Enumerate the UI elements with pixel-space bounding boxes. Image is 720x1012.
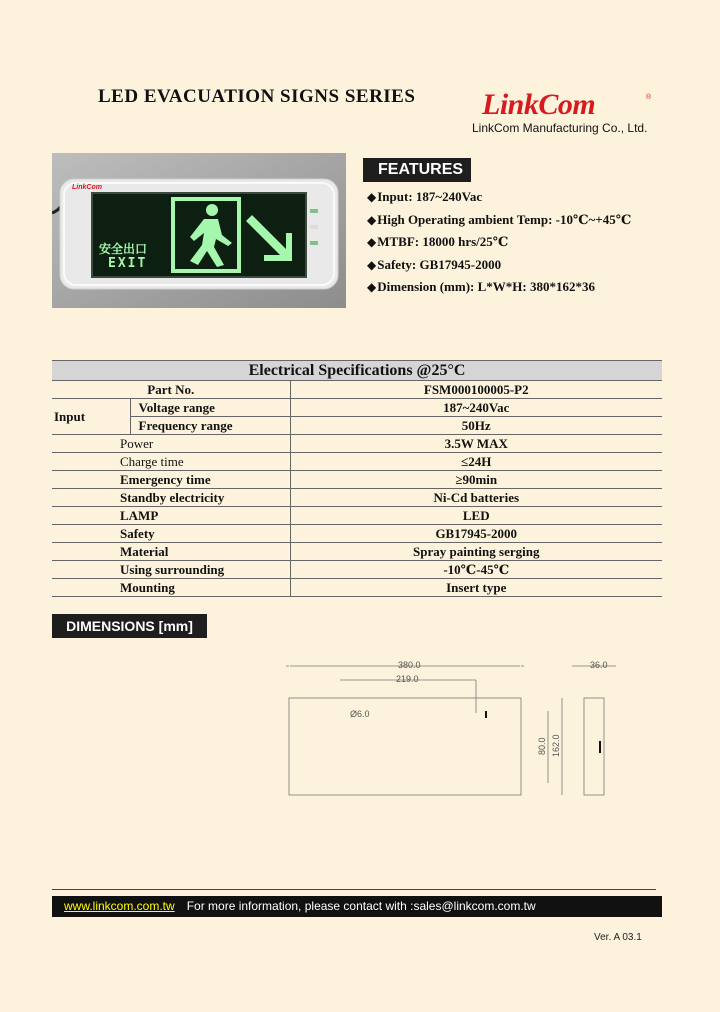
features-heading: FEATURES xyxy=(363,158,471,182)
dim-height-label: 162.0 xyxy=(551,734,561,757)
table-row: Safety GB17945-2000 xyxy=(52,525,662,543)
feature-item: ◆MTBF: 18000 hrs/25℃ xyxy=(367,234,509,249)
version-label: Ver. A 03.1 xyxy=(594,932,642,943)
table-row: Standby electricity Ni-Cd batteries xyxy=(52,489,662,507)
dim-hole-diameter-label: Ø6.0 xyxy=(350,709,370,719)
table-row xyxy=(52,399,662,417)
company-name: LinkCom Manufacturing Co., Ltd. xyxy=(472,121,648,135)
footer-divider xyxy=(52,889,656,890)
dim-hole-spacing-label: 219.0 xyxy=(396,674,419,684)
table-row: Mounting Insert type xyxy=(52,579,662,597)
table-header-row xyxy=(52,361,662,381)
diamond-bullet-icon: ◆ xyxy=(367,257,377,272)
electrical-specs-table xyxy=(52,360,662,597)
frequency-value: 50Hz xyxy=(290,417,662,435)
linkcom-logo: LinkCom xyxy=(482,88,596,121)
table-row: Charge time ≤24H xyxy=(52,453,662,471)
dim-depth-label: 36.0 xyxy=(590,660,608,670)
photo-brand-label: LinkCom xyxy=(72,184,102,191)
page-title: LED EVACUATION SIGNS SERIES xyxy=(98,86,416,107)
table-row xyxy=(52,417,662,435)
product-photo xyxy=(52,153,346,308)
website-link[interactable]: www.linkcom.com.tw xyxy=(64,899,175,913)
dimension-drawing xyxy=(280,655,630,810)
table-row: Material Spray painting serging xyxy=(52,543,662,561)
feature-item: ◆High Operating ambient Temp: -10℃~+45℃ xyxy=(367,211,632,227)
frequency-label: Frequency range xyxy=(130,417,290,435)
diamond-bullet-icon: ◆ xyxy=(367,212,377,227)
voltage-label: Voltage range xyxy=(130,399,290,417)
dim-length-label: 380.0 xyxy=(398,660,421,670)
footer-bar xyxy=(52,896,662,917)
diamond-bullet-icon: ◆ xyxy=(367,235,377,249)
table-row: LAMP LED xyxy=(52,507,662,525)
diamond-bullet-icon: ◆ xyxy=(367,280,377,294)
table-row: Power 3.5W MAX xyxy=(52,435,662,453)
table-row: Emergency time ≥90min xyxy=(52,471,662,489)
feature-item: ◆Dimension (mm): L*W*H: 380*162*36 xyxy=(367,279,595,294)
dim-inner-height-label: 80.0 xyxy=(537,737,547,755)
feature-item: ◆Safety: GB17945-2000 xyxy=(367,256,502,272)
contact-text: For more information, please contact with :sales@linkcom.com.tw xyxy=(186,899,536,913)
table-row: Using surrounding -10℃-45℃ xyxy=(52,561,662,579)
table-row xyxy=(52,381,662,399)
specs-heading: Electrical Specifications @25°C xyxy=(52,361,662,381)
diamond-bullet-icon: ◆ xyxy=(367,190,377,204)
part-no-label: Part No. xyxy=(52,381,290,399)
input-group-label: Input xyxy=(52,399,130,435)
registered-mark: ® xyxy=(646,94,652,101)
feature-item: ◆Input: 187~240Vac xyxy=(367,189,483,204)
part-no-value: FSM000100005-P2 xyxy=(290,381,662,399)
photo-exit-text: EXIT xyxy=(108,256,148,271)
features-list xyxy=(367,186,631,299)
photo-chinese-text: 安全出口 xyxy=(99,242,148,256)
voltage-value: 187~240Vac xyxy=(290,399,662,417)
dimensions-heading: DIMENSIONS [mm] xyxy=(52,614,207,638)
